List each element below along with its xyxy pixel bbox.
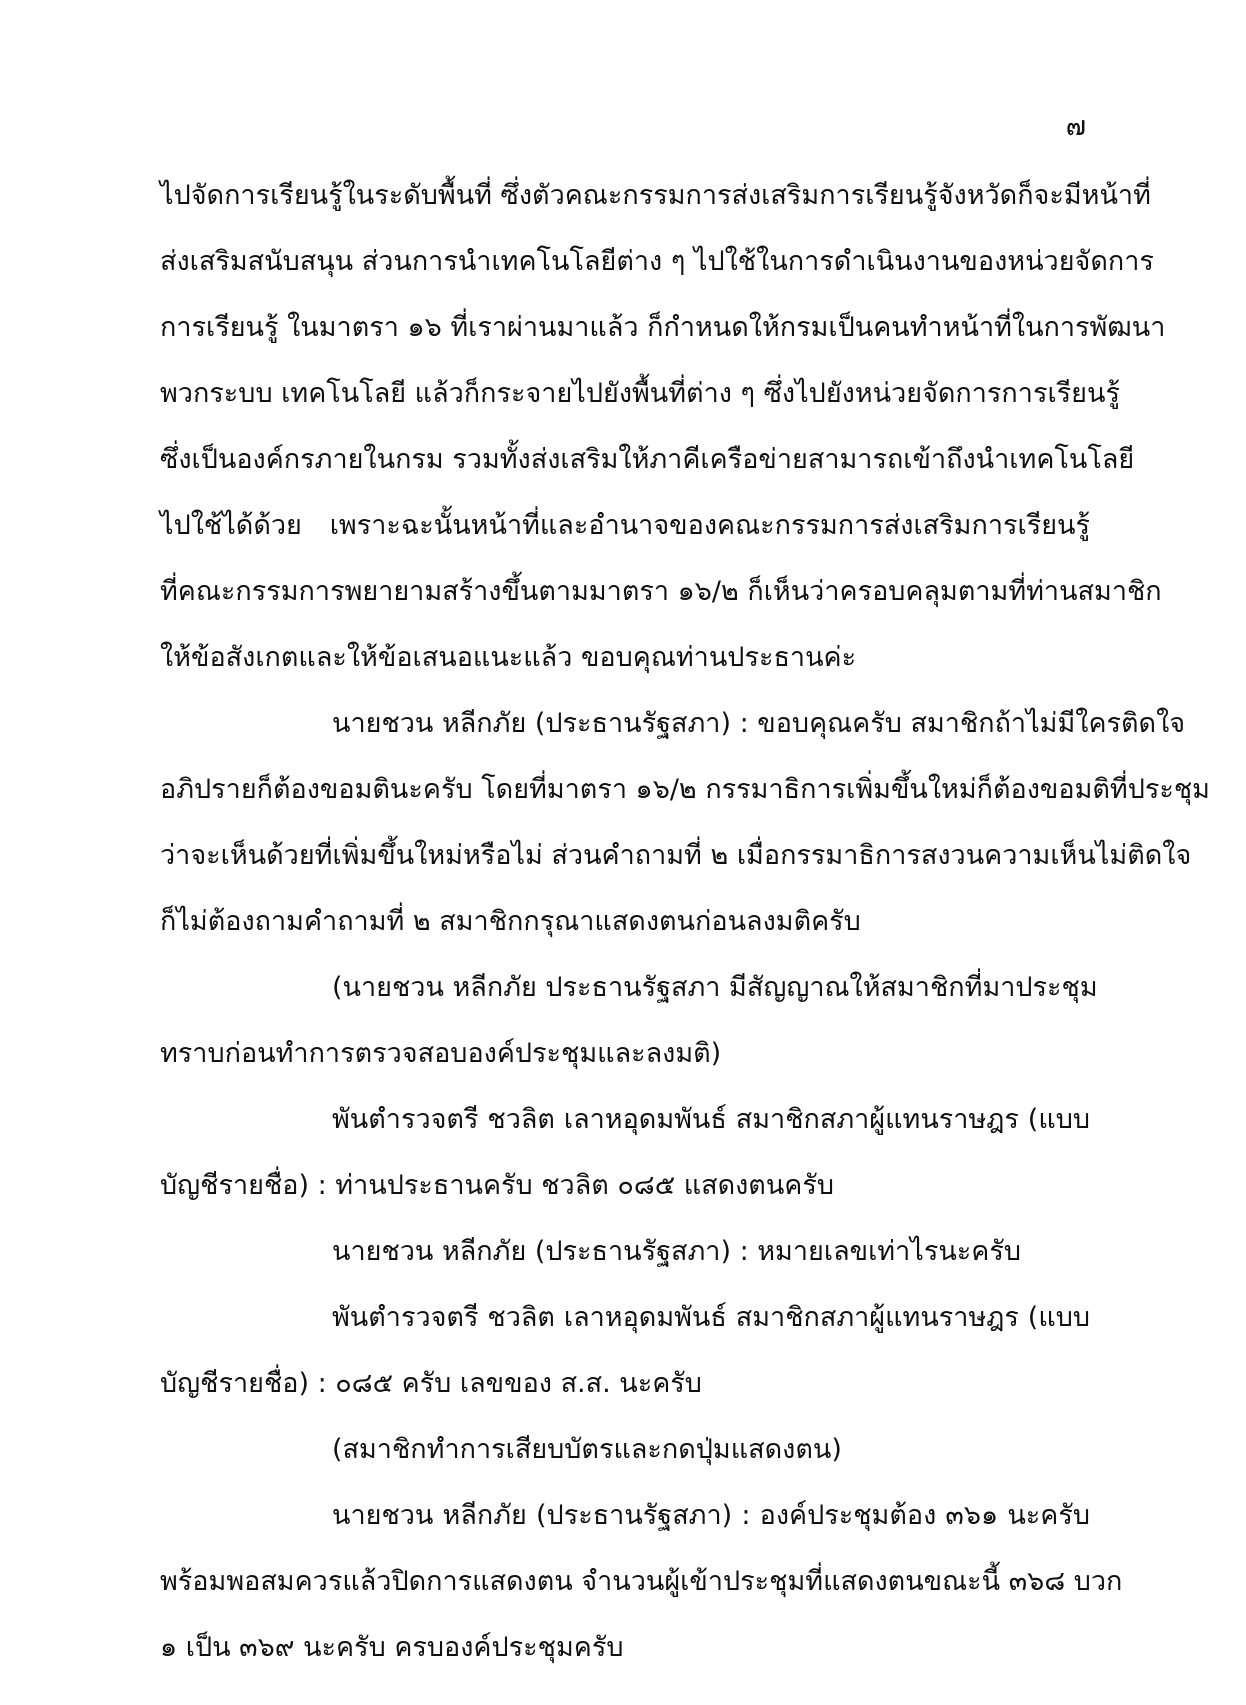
paragraph-line: ไปใช้ได้ด้วย เพราะฉะนั้นหน้าที่และอำนาจของคณะกรรมการส่งเสริมการเรียนรู้ xyxy=(160,510,1090,541)
paragraph-line: ๑ เป็น ๓๖๙ นะครับ ครบองค์ประชุมครับ xyxy=(160,1632,624,1663)
speaker-line: นายชวน หลีกภัย (ประธานรัฐสภา) : องค์ประชุมต้อง ๓๖๑ นะครับ xyxy=(332,1500,1090,1531)
paragraph-line: พร้อมพอสมควรแล้วปิดการแสดงตน จำนวนผู้เข้าประชุมที่แสดงตนขณะนี้ ๓๖๘ บวก xyxy=(160,1566,1123,1597)
paragraph-line: ซึ่งเป็นองค์กรภายในกรม รวมทั้งส่งเสริมให้ภาคีเครือข่ายสามารถเข้าถึงนำเทคโนโลยี xyxy=(160,444,1135,475)
paragraph-line: ก็ไม่ต้องถามคำถามที่ ๒ สมาชิกกรุณาแสดงตนก่อนลงมติครับ xyxy=(160,906,861,937)
speaker-line: พันตำรวจตรี ชวลิต เลาหอุดมพันธ์ สมาชิกสภาผู้แทนราษฎร (แบบ xyxy=(332,1104,1090,1135)
stage-direction-line: ทราบก่อนทำการตรวจสอบองค์ประชุมและลงมติ) xyxy=(160,1038,722,1069)
paragraph-line: ไปจัดการเรียนรู้ในระดับพื้นที่ ซึ่งตัวคณะกรรมการส่งเสริมการเรียนรู้จังหวัดก็จะมีหน้าที่ xyxy=(160,180,1151,211)
speaker-line: นายชวน หลีกภัย (ประธานรัฐสภา) : ขอบคุณครับ สมาชิกถ้าไม่มีใครติดใจ xyxy=(332,708,1186,739)
paragraph-line: ว่าจะเห็นด้วยที่เพิ่มขึ้นใหม่หรือไม่ ส่วนคำถามที่ ๒ เมื่อกรรมาธิการสงวนความเห็นไม่ติดใจ xyxy=(160,840,1192,871)
paragraph-line: ส่งเสริมสนับสนุน ส่วนการนำเทคโนโลยีต่าง ๆ ไปใช้ในการดำเนินงานของหน่วยจัดการ xyxy=(160,246,1154,277)
paragraph-line: อภิปรายก็ต้องขอมตินะครับ โดยที่มาตรา ๑๖/๒ กรรมาธิการเพิ่มขึ้นใหม่ก็ต้องขอมติที่ประชุม xyxy=(160,774,1210,805)
speaker-line: พันตำรวจตรี ชวลิต เลาหอุดมพันธ์ สมาชิกสภาผู้แทนราษฎร (แบบ xyxy=(332,1302,1090,1333)
paragraph-line: บัญชีรายชื่อ) : ท่านประธานครับ ชวลิต ๐๘๕ แสดงตนครับ xyxy=(160,1170,834,1201)
stage-direction-line: (สมาชิกทำการเสียบบัตรและกดปุ่มแสดงตน) xyxy=(332,1434,842,1465)
speaker-line: นายชวน หลีกภัย (ประธานรัฐสภา) : หมายเลขเท่าไรนะครับ xyxy=(332,1236,1022,1267)
paragraph-line: บัญชีรายชื่อ) : ๐๘๕ ครับ เลขของ ส.ส. นะครับ xyxy=(160,1368,702,1399)
paragraph-line: ที่คณะกรรมการพยายามสร้างขึ้นตามมาตรา ๑๖/๒ ก็เห็นว่าครอบคลุมตามที่ท่านสมาชิก xyxy=(160,576,1162,607)
page-number: ๗ xyxy=(1065,111,1086,142)
paragraph-line: การเรียนรู้ ในมาตรา ๑๖ ที่เราผ่านมาแล้ว ก็กำหนดให้กรมเป็นคนทำหน้าที่ในการพัฒนา xyxy=(160,312,1166,343)
paragraph-line: พวกระบบ เทคโนโลยี แล้วก็กระจายไปยังพื้นที่ต่าง ๆ ซึ่งไปยังหน่วยจัดการการเรียนรู้ xyxy=(160,378,1120,409)
stage-direction-line: (นายชวน หลีกภัย ประธานรัฐสภา มีสัญญาณให้สมาชิกที่มาประชุม xyxy=(332,972,1098,1003)
paragraph-line: ให้ข้อสังเกตและให้ข้อเสนอแนะแล้ว ขอบคุณท่านประธานค่ะ xyxy=(160,642,857,673)
